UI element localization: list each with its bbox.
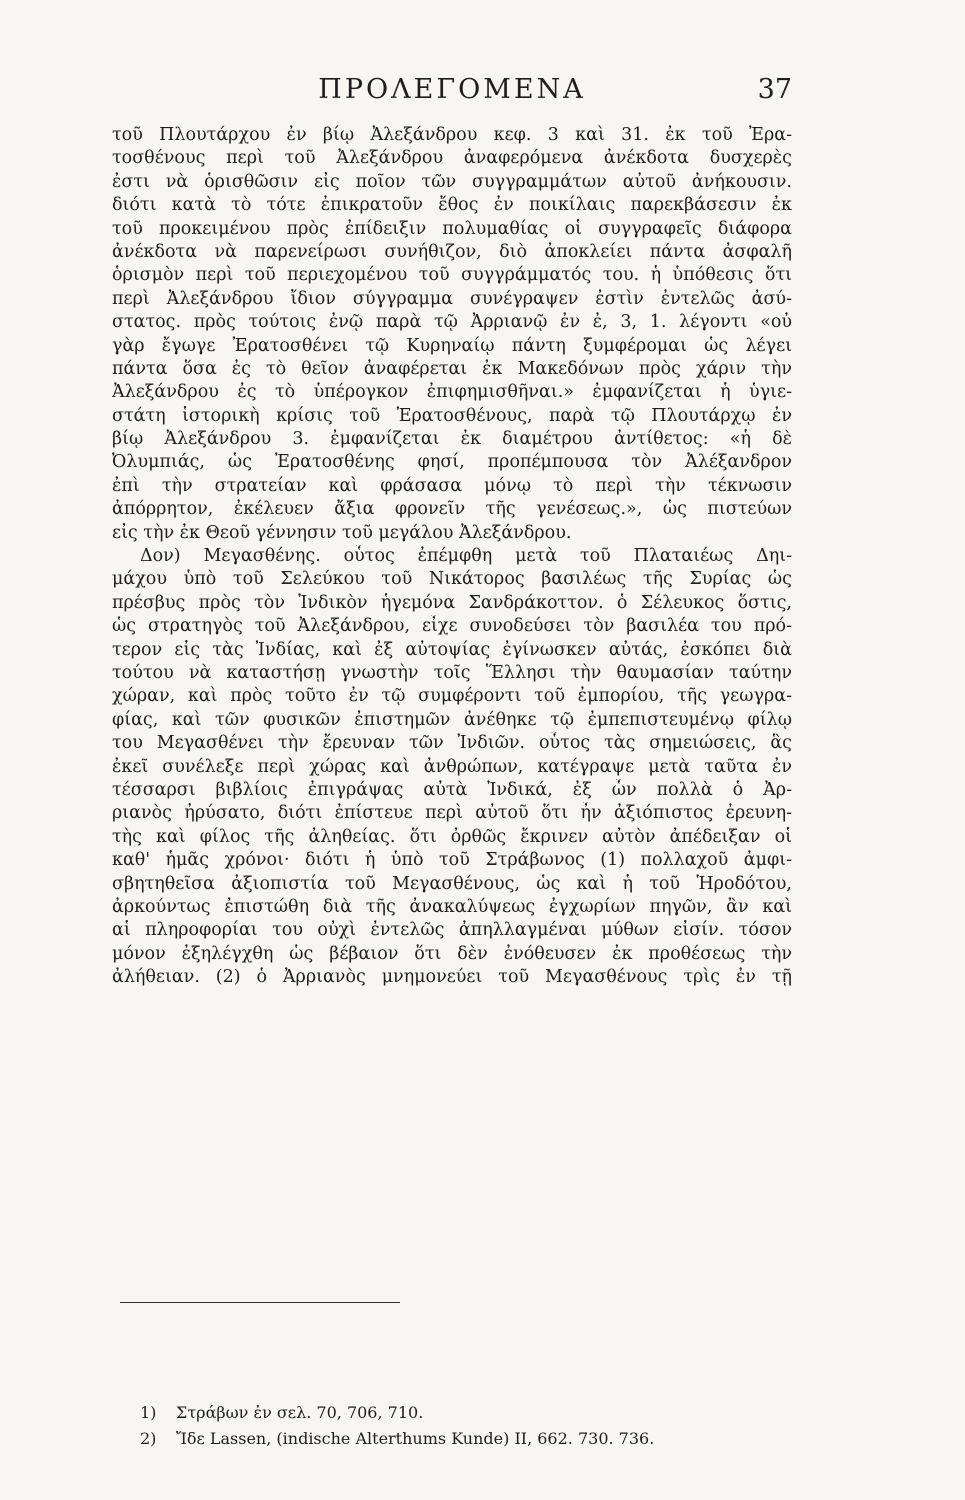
footnote: [140, 1426, 780, 1452]
footnote-text: Στράβων ἐν σελ. 70, 706, 710.: [176, 1403, 424, 1422]
text-line: τοῦ προκειμένου πρὸς ἐπίδειξιν πολυμαθίας οἱ συγγραφεῖς διάφορα: [112, 218, 792, 239]
text-line: μάχου ὑπὸ τοῦ Σελεύκου τοῦ Νικάτορος βασιλέως τῆς Συρίας ὡς: [112, 569, 792, 590]
text-line: Ὀλυμπιάς, ὡς Ἐρατοσθένης φησί, προπέμπουσα τὸν Ἀλέξανδρον: [112, 452, 792, 473]
text-line: περὶ Ἀλεξάνδρου ἴδιον σύγγραμμα συνέγραψεν ἐστὶν ἐντελῶς ἀσύ-: [112, 288, 792, 309]
footnote-divider: [120, 1302, 400, 1303]
text-line: φίας, καὶ τῶν φυσικῶν ἐπιστημῶν ἀνέθηκε τῷ ἐμπεπιστευμένῳ φίλῳ: [112, 709, 792, 730]
text-line: ὡς στρατηγὸς τοῦ Ἀλεξάνδρου, εἶχε συνοδεύσει τὸν βασιλέα του πρό-: [112, 616, 792, 637]
text-line: τούτου νὰ καταστήσῃ γνωστὴν τοῖς Ἕλλησι τὴν θαυμασίαν ταύτην: [112, 662, 792, 683]
text-line: ριανὸς ἠρύσατο, διότι ἐπίστευε περὶ αὐτοῦ ὅτι ἦν ἀξιόπιστος ἐρευνη-: [112, 803, 792, 824]
footnote-number: 2): [140, 1429, 157, 1448]
footnotes: [140, 1400, 780, 1452]
text-line: σβητηθεῖσα ἀξιοπιστία τοῦ Μεγασθένους, ὡς καὶ ἡ τοῦ Ἡροδότου,: [112, 873, 792, 894]
text-line: καθ' ἡμᾶς χρόνοι· διότι ἡ ὑπὸ τοῦ Στράβωνος (1) πολλαχοῦ ἀμφι-: [112, 850, 792, 871]
footnote-number: 1): [140, 1403, 157, 1422]
footnote: [140, 1400, 780, 1426]
text-line: ἀρκούντως ἐπιστώθη διὰ τῆς ἀνακαλύψεως ἐγχωρίων πηγῶν, ἂν καὶ: [112, 896, 792, 917]
footnote-text: Ἴδε Lassen, (indische Alterthums Kunde) II, 662. 730. 736.: [176, 1429, 655, 1448]
text-line: μόνον ἐξηλέγχθη ὡς βέβαιον ὅτι δὲν ἐνόθευσεν ἐκ προθέσεως τὴν: [112, 943, 792, 964]
text-line: ἐκεῖ συνέλεξε περὶ χώρας καὶ ἀνθρώπων, κατέγραψε μετὰ ταῦτα ἐν: [112, 756, 792, 777]
page-number: 37: [757, 74, 792, 105]
text-line: ἀλήθειαν. (2) ὁ Ἀρριανὸς μνημονεύει τοῦ Μεγασθένους τρὶς ἐν τῇ: [112, 967, 792, 988]
text-line: ἀπόρρητον, ἐκέλευεν ἄξια φρονεῖν τῆς γενέσεως.», ὡς πιστεύων: [112, 499, 792, 520]
text-line: τερον εἰς τὰς Ἰνδίας, καὶ ἐξ αὐτοψίας ἐγίνωσκεν αὐτάς, ἐσκόπει διὰ: [112, 639, 792, 660]
text-line: χώραν, καὶ πρὸς τοῦτο ἐν τῷ συμφέροντι τοῦ ἐμπορίου, τῆς γεωγρα-: [112, 686, 792, 707]
section-heading-line: Δον) Μεγασθένης. οὗτος ἐπέμφθη μετὰ τοῦ Πλαταιέως Δηι-: [140, 546, 792, 567]
text-line: Ἀλεξάνδρου ἐς τὸ ὑπέρογκον ἐπιφημισθῆναι.» ἐμφανίζεται ἡ ὑγιε-: [112, 382, 792, 403]
text-line: ἐπὶ τὴν στρατείαν καὶ φράσασα μόνῳ τὸ περὶ τὴν τέκνωσιν: [112, 475, 792, 496]
text-line: βίῳ Ἀλεξάνδρου 3. ἐμφανίζεται ἐκ διαμέτρου ἀντίθετος: «ἡ δὲ: [112, 429, 792, 450]
text-line: εἰς τὴν ἐκ Θεοῦ γέννησιν τοῦ μεγάλου Ἀλεξάνδρου.: [112, 522, 572, 543]
text-line: τοσθένους περὶ τοῦ Ἀλεξάνδρου ἀναφερόμενα ἀνέκδοτα δυσχερὲς: [112, 148, 792, 169]
text-line: τὴς καὶ φίλος τῆς ἀληθείας. ὅτι ὀρθῶς ἔκρινεν αὐτὸν ἀπέδειξαν οἱ: [112, 826, 792, 847]
body-text: [112, 124, 792, 989]
text-line: διότι κατὰ τὸ τότε ἐπικρατοῦν ἔθος ἐν ποικίλαις παρεκβάσεσιν ἐκ: [112, 195, 792, 216]
text-line: του Μεγασθένει τὴν ἔρευναν τῶν Ἰνδιῶν. οὗτος τὰς σημειώσεις, ἃς: [112, 733, 792, 754]
text-line: τέσσαρσι βιβλίοις ἐπιγράψας αὐτὰ Ἰνδικά, ἐξ ὧν πολλὰ ὁ Ἀρ-: [112, 779, 792, 800]
text-line: αἱ πληροφορίαι του οὐχὶ ἐντελῶς ἀπηλλαγμέναι μύθων εἰσίν. τόσον: [112, 920, 792, 941]
text-line: στατος. πρὸς τούτοις ἐνῷ παρὰ τῷ Ἀρριανῷ ἐν ἐ, 3, 1. λέγοντι «οὐ: [112, 312, 792, 333]
text-line: πάντα ὅσα ἐς τὸ θεῖον ἀναφέρεται ἐκ Μακεδόνων πρὸς χάριν τὴν: [112, 358, 792, 379]
text-line: στάτη ἱστορικὴ κρίσις τοῦ Ἐρατοσθένους, παρὰ τῷ Πλουτάρχῳ ἐν: [112, 405, 792, 426]
text-line: πρέσβυς πρὸς τὸν Ἰνδικὸν ἡγεμόνα Σανδράκοττον. ὁ Σέλευκος ὅστις,: [112, 592, 792, 613]
text-line: ἀνέκδοτα νὰ παρενείρωσι συνήθιζον, διὸ ἀποκλείει πάντα ἀσφαλῆ: [112, 241, 792, 262]
text-line: ὁρισμὸν περὶ τοῦ περιεχομένου τοῦ συγγράμματός του. ἡ ὑπόθεσις ὅτι: [112, 265, 792, 286]
running-head: [112, 74, 792, 114]
text-line: τοῦ Πλουτάρχου ἐν βίῳ Ἀλεξάνδρου κεφ. 3 καὶ 31. ἐκ τοῦ Ἐρα-: [112, 125, 792, 145]
text-line: γὰρ ἔγωγε Ἐρατοσθένει τῷ Κυρηναίῳ πάντη ξυμφέρομαι ὡς λέγει: [112, 335, 792, 356]
page-title: ΠΡΟΛΕΓΟΜΕΝΑ: [318, 74, 586, 105]
text-line: ἐστι νὰ ὁρισθῶσιν εἰς ποῖον τῶν συγγραμμάτων αὐτοῦ ἀνήκουσιν.: [112, 171, 792, 192]
